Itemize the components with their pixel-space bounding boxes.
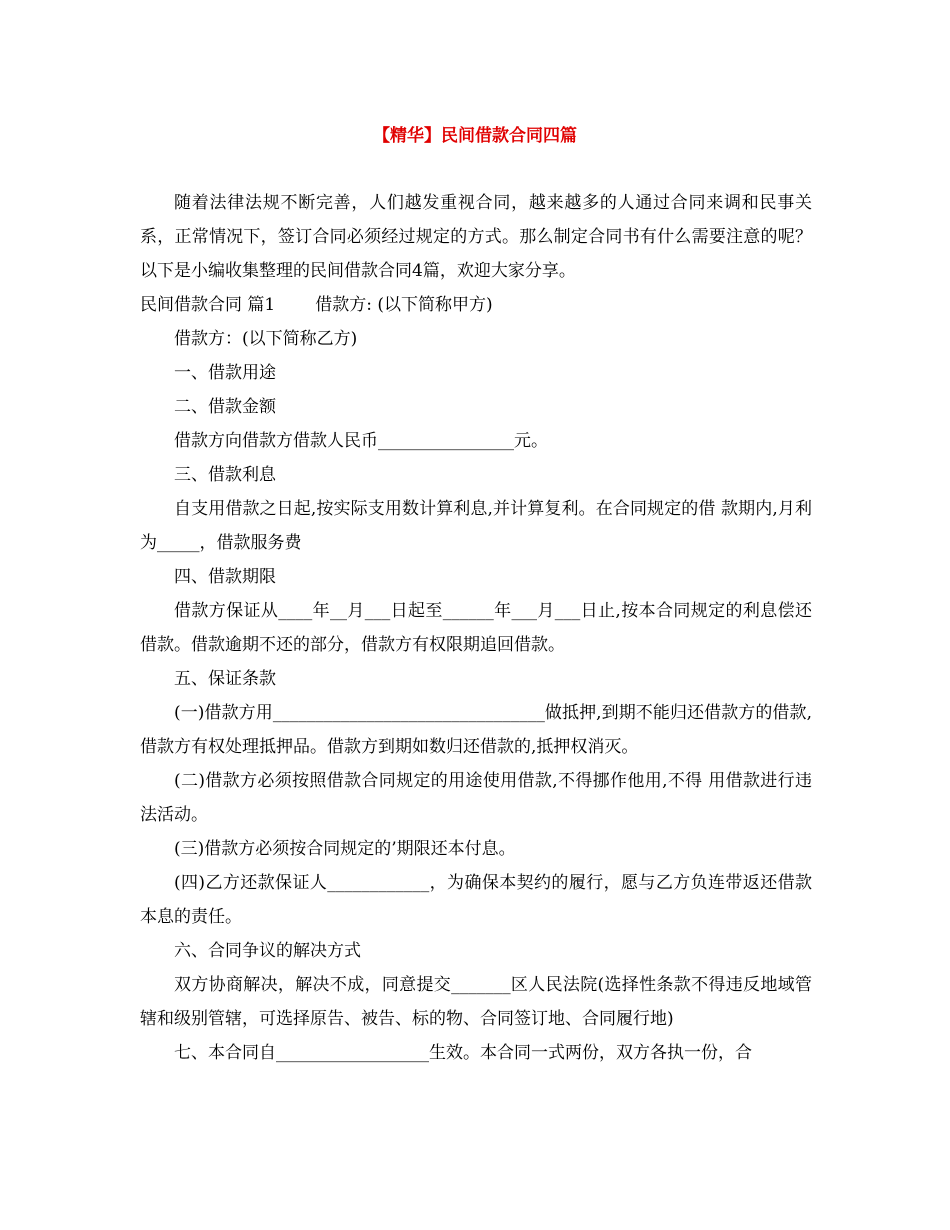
clause-heading-interest: 三、借款利息 xyxy=(174,465,276,485)
clause-term-text: 借款方保证从____年__月___日起至______年___月___日止,按本合同规定的利息偿还借款。借款逾期不还的部分，借款方有权限期追回借款。 xyxy=(140,601,812,655)
clause-guarantee-4: (四)乙方还款保证人____________，为确保本契约的履行，愿与乙方负连带返还借款本息的责任。 xyxy=(140,873,812,927)
document-body xyxy=(140,186,812,1070)
borrower-a-line: 借款方: (以下简称甲方) xyxy=(315,295,493,315)
clause-interest-text: 自支用借款之日起,按实际支用数计算利息,并计算复利。在合同规定的借 款期内,月利为_____，借款服务费 xyxy=(140,499,812,553)
clause-guarantee-3: (三)借款方必须按合同规定的’期限还本付息。 xyxy=(174,839,516,859)
document-title: 【精华】民间借款合同四篇 xyxy=(373,126,577,146)
clause-heading-dispute: 六、合同争议的解决方式 xyxy=(174,941,361,961)
clause-heading-amount: 二、借款金额 xyxy=(174,397,276,417)
clause-guarantee-2: (二)借款方必须按照借款合同规定的用途使用借款,不得挪作他用,不得 用借款进行违法活动。 xyxy=(140,771,812,825)
clause-effective-text: 七、本合同自__________________生效。本合同一式两份，双方各执一份，合 xyxy=(174,1043,752,1063)
clause-heading-purpose: 一、借款用途 xyxy=(174,363,276,383)
borrower-b-line: 借款方：(以下简称乙方) xyxy=(174,329,358,349)
clause-amount-text: 借款方向借款方借款人民币________________元。 xyxy=(174,431,548,451)
clause-heading-guarantee: 五、保证条款 xyxy=(174,669,276,689)
clause-guarantee-1: (一)借款方用________________________________做抵押,到期不能归还借款方的借款,借款方有权处理抵押品。借款方到期如数归还借款的,抵押权消灭。 xyxy=(140,703,812,757)
section-heading-title: 民间借款合同 篇1 xyxy=(140,295,276,315)
clause-heading-term: 四、借款期限 xyxy=(174,567,276,587)
section-heading-line xyxy=(140,288,812,322)
clause-dispute-text: 双方协商解决，解决不成，同意提交_______区人民法院(选择性条款不得违反地域管辖和级别管辖，可选择原告、被告、标的物、合同签订地、合同履行地) xyxy=(140,975,812,1029)
intro-paragraph: 随着法律法规不断完善，人们越发重视合同，越来越多的人通过合同来调和民事关系，正常情况下，签订合同必须经过规定的方式。那么制定合同书有什么需要注意的呢？以下是小编收集整理的民间借款合同4篇，欢迎大家分享。 xyxy=(140,193,812,281)
